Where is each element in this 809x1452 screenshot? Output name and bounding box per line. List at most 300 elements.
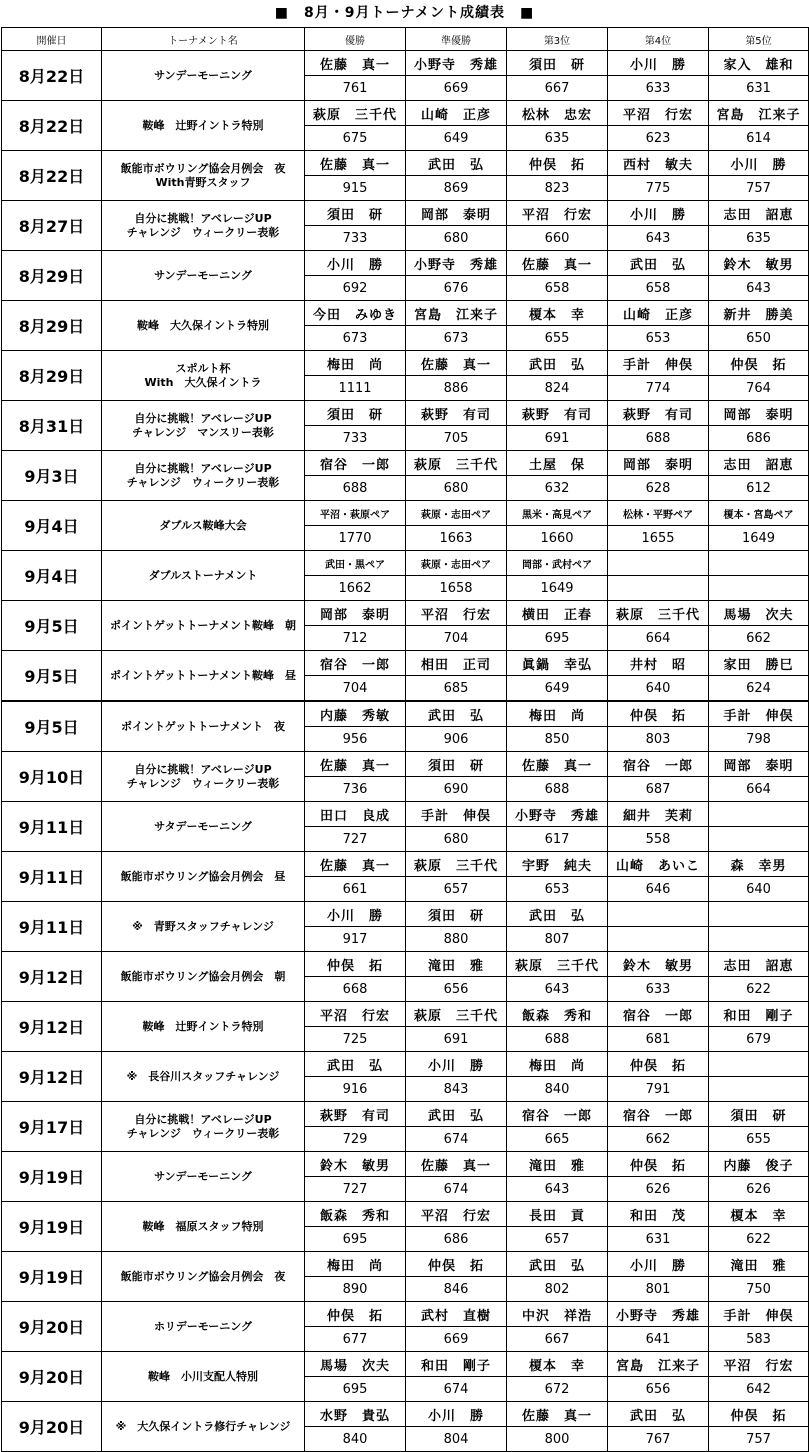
date-cell: 9月4日 [2, 551, 102, 601]
player-name-cell: 萩野 有司 [608, 401, 709, 426]
tournament-name-cell [102, 1352, 305, 1402]
player-name-cell: 榎本 幸 [507, 301, 608, 326]
player-name-cell: 須田 研 [406, 902, 507, 927]
player-name-cell: 井村 昭 [608, 651, 709, 676]
player-name-cell [608, 551, 709, 576]
player-name-cell: 佐藤 真一 [507, 1402, 608, 1427]
header-1st: 優勝 [305, 28, 406, 51]
tournament-name-cell [102, 1002, 305, 1052]
player-name-cell: 武田 弘 [507, 351, 608, 376]
score-cell [709, 576, 809, 601]
player-name-cell: 小野寺 秀雄 [406, 51, 507, 76]
player-name-cell: 田口 良成 [305, 802, 406, 827]
score-cell: 1649 [709, 526, 809, 551]
player-name-cell: 内藤 秀敏 [305, 701, 406, 727]
table-row [2, 601, 809, 626]
player-name-cell: 武田 弘 [608, 1402, 709, 1427]
player-name-cell: 飯森 秀和 [507, 1002, 608, 1027]
tournament-name-cell [102, 51, 305, 101]
score-cell: 1655 [608, 526, 709, 551]
player-name-cell: 宮島 江来子 [709, 101, 809, 126]
player-name-cell: 佐藤 真一 [305, 752, 406, 777]
player-name-cell: 横田 正春 [507, 601, 608, 626]
tournament-name-cell [102, 1152, 305, 1202]
player-name-cell: 武田 弘 [608, 251, 709, 276]
tournament-name-line: ホリデーモーニング [153, 1319, 253, 1333]
table-row [2, 451, 809, 476]
player-name-cell: 家入 雄和 [709, 51, 809, 76]
score-cell: 679 [709, 1027, 809, 1052]
player-name-cell: 萩野 有司 [507, 401, 608, 426]
header-date: 開催日 [2, 28, 102, 51]
date-cell: 8月29日 [2, 351, 102, 401]
tournament-name-line: 鞍峰 福原スタッフ特別 [142, 1219, 264, 1233]
date-cell: 8月22日 [2, 151, 102, 201]
player-name-cell: 手計 伸俣 [709, 1302, 809, 1327]
player-name-cell: 萩野 有司 [406, 401, 507, 426]
date-cell: 8月22日 [2, 51, 102, 101]
score-cell: 673 [406, 326, 507, 351]
score-cell: 687 [608, 777, 709, 802]
score-cell: 676 [406, 276, 507, 301]
score-cell: 686 [406, 1227, 507, 1252]
tournament-name-cell [102, 501, 305, 551]
score-cell: 1658 [406, 576, 507, 601]
player-name-cell: 西村 敏夫 [608, 151, 709, 176]
player-name-cell: 仲俣 拓 [608, 1152, 709, 1177]
player-name-cell: 森 幸男 [709, 852, 809, 877]
player-name-cell: 武田 弘 [305, 1052, 406, 1077]
score-cell: 672 [507, 1377, 608, 1402]
tournament-name-line: チャレンジ マンスリー表彰 [132, 425, 274, 439]
player-name-cell: 宿谷 一郎 [608, 1002, 709, 1027]
score-cell: 695 [305, 1377, 406, 1402]
player-name-cell: 平沼 行宏 [406, 1202, 507, 1227]
player-name-cell: 佐藤 真一 [406, 1152, 507, 1177]
player-name-cell: 中沢 祥浩 [507, 1302, 608, 1327]
table-row [2, 952, 809, 977]
player-name-cell: 武田 弘 [406, 1102, 507, 1127]
player-name-cell: 萩原・志田ペア [406, 551, 507, 576]
date-cell: 9月20日 [2, 1402, 102, 1452]
table-row [2, 1152, 809, 1177]
player-name-cell: 佐藤 真一 [507, 752, 608, 777]
score-cell: 956 [305, 727, 406, 752]
score-cell: 643 [608, 226, 709, 251]
table-row [2, 852, 809, 877]
player-name-cell: 岡部 泰明 [709, 752, 809, 777]
player-name-cell: 梅田 尚 [507, 1052, 608, 1077]
player-name-cell: 仲俣 拓 [709, 1402, 809, 1427]
score-cell: 614 [709, 126, 809, 151]
score-cell: 704 [305, 676, 406, 702]
header-tournament: トーナメント名 [102, 28, 305, 51]
player-name-cell: 武田・黒ペア [305, 551, 406, 576]
score-cell: 686 [709, 426, 809, 451]
player-name-cell: 眞鍋 幸弘 [507, 651, 608, 676]
date-cell: 9月19日 [2, 1252, 102, 1302]
table-row [2, 1252, 809, 1277]
date-cell: 9月20日 [2, 1302, 102, 1352]
table-row [2, 1052, 809, 1077]
score-cell: 667 [507, 76, 608, 101]
player-name-cell: 手計 伸俣 [709, 701, 809, 727]
score-cell: 658 [507, 276, 608, 301]
score-cell: 624 [709, 676, 809, 702]
score-cell: 640 [709, 877, 809, 902]
score-cell: 801 [608, 1277, 709, 1302]
score-cell: 1111 [305, 376, 406, 401]
player-name-cell: 家田 勝巳 [709, 651, 809, 676]
score-cell: 1660 [507, 526, 608, 551]
score-cell: 695 [305, 1227, 406, 1252]
score-cell: 685 [406, 676, 507, 702]
score-cell: 631 [608, 1227, 709, 1252]
score-cell: 767 [608, 1427, 709, 1452]
score-cell: 643 [507, 1177, 608, 1202]
player-name-cell: 萩原 三千代 [406, 852, 507, 877]
date-cell: 9月5日 [2, 601, 102, 651]
player-name-cell [709, 1052, 809, 1077]
player-name-cell: 武田 弘 [406, 151, 507, 176]
score-cell: 917 [305, 927, 406, 952]
tournament-name-cell [102, 551, 305, 601]
player-name-cell: 小野寺 秀雄 [507, 802, 608, 827]
tournament-name-cell [102, 852, 305, 902]
date-cell: 9月17日 [2, 1102, 102, 1152]
score-cell: 664 [608, 626, 709, 651]
score-cell: 662 [608, 1127, 709, 1152]
table-row [2, 1302, 809, 1327]
table-row [2, 1402, 809, 1427]
score-cell: 880 [406, 927, 507, 952]
player-name-cell: 小野寺 秀雄 [406, 251, 507, 276]
player-name-cell: 仲俣 拓 [305, 1302, 406, 1327]
score-cell: 688 [507, 777, 608, 802]
page-title: ■ 8月・9月トーナメント成績表 ■ [274, 5, 535, 21]
score-cell: 727 [305, 1177, 406, 1202]
player-name-cell: 宿谷 一郎 [507, 1102, 608, 1127]
tournament-name-cell [102, 802, 305, 852]
player-name-cell: 山崎 正彦 [608, 301, 709, 326]
date-cell: 9月11日 [2, 902, 102, 952]
score-cell: 677 [305, 1327, 406, 1352]
player-name-cell: 鈴木 敏男 [608, 952, 709, 977]
tournament-name-cell [102, 301, 305, 351]
table-row [2, 752, 809, 777]
score-cell: 649 [507, 676, 608, 702]
tournament-name-cell [102, 1402, 305, 1452]
tournament-name-line: 自分に挑戦！アベレージUP [134, 211, 272, 225]
score-cell: 725 [305, 1027, 406, 1052]
results-body [2, 51, 809, 1452]
player-name-cell [709, 902, 809, 927]
table-row [2, 301, 809, 326]
player-name-cell: 武田 弘 [507, 902, 608, 927]
tournament-name-cell [102, 251, 305, 301]
tournament-name-cell [102, 151, 305, 201]
player-name-cell: 萩原 三千代 [406, 1002, 507, 1027]
score-cell: 750 [709, 1277, 809, 1302]
score-cell: 840 [305, 1427, 406, 1452]
score-cell: 691 [406, 1027, 507, 1052]
score-cell: 680 [406, 476, 507, 501]
date-cell: 9月19日 [2, 1202, 102, 1252]
player-name-cell: 小野寺 秀雄 [608, 1302, 709, 1327]
score-cell: 757 [709, 1427, 809, 1452]
player-name-cell: 志田 詔恵 [709, 201, 809, 226]
score-cell: 846 [406, 1277, 507, 1302]
player-name-cell: 滝田 雅 [709, 1252, 809, 1277]
score-cell: 757 [709, 176, 809, 201]
score-cell: 1662 [305, 576, 406, 601]
tournament-name-line: チャレンジ ウィークリー表彰 [126, 776, 280, 790]
score-cell: 869 [406, 176, 507, 201]
tournament-name-line: ※ 長谷川スタッフチャレンジ [126, 1069, 280, 1083]
score-cell: 890 [305, 1277, 406, 1302]
tournament-name-cell [102, 701, 305, 752]
player-name-cell: 滝田 雅 [406, 952, 507, 977]
player-name-cell: 松林 忠宏 [507, 101, 608, 126]
player-name-cell: 細井 芙莉 [608, 802, 709, 827]
table-row [2, 201, 809, 226]
tournament-name-line: チャレンジ ウィークリー表彰 [126, 225, 280, 239]
tournament-name-cell [102, 201, 305, 251]
score-cell: 680 [406, 226, 507, 251]
score-cell: 656 [608, 1377, 709, 1402]
player-name-cell: 小川 勝 [305, 902, 406, 927]
table-row [2, 551, 809, 576]
player-name-cell: 梅田 尚 [507, 701, 608, 727]
score-cell: 655 [507, 326, 608, 351]
tournament-name-line: ポイントゲットトーナメント 夜 [121, 719, 285, 733]
score-cell: 691 [507, 426, 608, 451]
tournament-name-line: 飯能市ボウリング協会月例会 夜 [120, 161, 286, 175]
player-name-cell: 岡部 泰明 [406, 201, 507, 226]
score-cell: 631 [709, 76, 809, 101]
date-cell: 9月12日 [2, 952, 102, 1002]
player-name-cell: 小川 勝 [406, 1052, 507, 1077]
tournament-name-cell [102, 1052, 305, 1102]
score-cell: 657 [406, 877, 507, 902]
score-cell: 840 [507, 1077, 608, 1102]
score-cell: 641 [608, 1327, 709, 1352]
player-name-cell: 梅田 尚 [305, 351, 406, 376]
table-row [2, 1352, 809, 1377]
player-name-cell [608, 902, 709, 927]
score-cell: 692 [305, 276, 406, 301]
results-table [1, 27, 809, 1452]
tournament-name-line: ※ 大久保イントラ修行チャレンジ [115, 1419, 291, 1433]
table-row [2, 651, 809, 676]
score-cell: 650 [709, 326, 809, 351]
player-name-cell: 仲俣 拓 [305, 952, 406, 977]
tournament-name-line: 鞍峰 辻野イントラ特別 [142, 1019, 264, 1033]
player-name-cell: 須田 研 [709, 1102, 809, 1127]
player-name-cell: 志田 詔恵 [709, 952, 809, 977]
score-cell: 640 [608, 676, 709, 702]
tournament-name-line: With 大久保イントラ [144, 375, 262, 389]
player-name-cell: 和田 茂 [608, 1202, 709, 1227]
player-name-cell: 平沼 行宏 [406, 601, 507, 626]
tournament-name-cell [102, 952, 305, 1002]
player-name-cell: 相田 正司 [406, 651, 507, 676]
table-row [2, 701, 809, 727]
tournament-name-cell [102, 601, 305, 651]
score-cell: 660 [507, 226, 608, 251]
score-cell: 804 [406, 1427, 507, 1452]
date-cell: 9月4日 [2, 501, 102, 551]
score-cell: 643 [709, 276, 809, 301]
player-name-cell: 手計 伸俣 [608, 351, 709, 376]
tournament-name-cell [102, 1202, 305, 1252]
tournament-name-line: 鞍峰 辻野イントラ特別 [142, 118, 264, 132]
score-cell: 623 [608, 126, 709, 151]
tournament-name-line: 自分に挑戦！アベレージUP [134, 1112, 272, 1126]
score-cell: 669 [406, 76, 507, 101]
score-cell: 622 [709, 977, 809, 1002]
table-row [2, 351, 809, 376]
table-row [2, 501, 809, 526]
score-cell: 688 [305, 476, 406, 501]
player-name-cell: 仲俣 拓 [709, 351, 809, 376]
date-cell: 9月20日 [2, 1352, 102, 1402]
player-name-cell: 滝田 雅 [507, 1152, 608, 1177]
player-name-cell: 小川 勝 [305, 251, 406, 276]
tournament-name-line: With青野スタッフ [155, 175, 251, 189]
score-cell: 626 [709, 1177, 809, 1202]
table-row [2, 1202, 809, 1227]
player-name-cell: 新井 勝美 [709, 301, 809, 326]
score-cell: 665 [507, 1127, 608, 1152]
score-cell: 823 [507, 176, 608, 201]
score-cell: 764 [709, 376, 809, 401]
tournament-name-line: ポイントゲットトーナメント鞍峰 昼 [110, 668, 296, 682]
score-cell: 649 [406, 126, 507, 151]
player-name-cell: 水野 貴弘 [305, 1402, 406, 1427]
player-name-cell: 平沼 行宏 [305, 1002, 406, 1027]
player-name-cell: 佐藤 真一 [406, 351, 507, 376]
tournament-name-line: ※ 青野スタッフチャレンジ [132, 919, 274, 933]
player-name-cell: 武田 弘 [406, 701, 507, 727]
player-name-cell: 萩原・志田ペア [406, 501, 507, 526]
score-cell: 662 [709, 626, 809, 651]
player-name-cell: 土屋 保 [507, 451, 608, 476]
score-cell: 704 [406, 626, 507, 651]
player-name-cell: 仲俣 拓 [406, 1252, 507, 1277]
score-cell: 761 [305, 76, 406, 101]
player-name-cell: 宿谷 一郎 [305, 451, 406, 476]
player-name-cell: 岡部 泰明 [608, 451, 709, 476]
player-name-cell: 平沼・萩原ペア [305, 501, 406, 526]
player-name-cell: 萩野 有司 [305, 1102, 406, 1127]
tournament-name-line: 飯能市ボウリング協会月例会 昼 [120, 869, 286, 883]
player-name-cell: 宿谷 一郎 [608, 752, 709, 777]
tournament-name-line: チャレンジ ウィークリー表彰 [126, 475, 280, 489]
score-cell: 674 [406, 1127, 507, 1152]
score-cell: 658 [608, 276, 709, 301]
score-cell: 657 [507, 1227, 608, 1252]
player-name-cell: 萩原 三千代 [406, 451, 507, 476]
score-cell: 680 [406, 827, 507, 852]
player-name-cell: 宮島 江来子 [406, 301, 507, 326]
date-cell: 9月11日 [2, 852, 102, 902]
player-name-cell: 和田 剛子 [709, 1002, 809, 1027]
player-name-cell: 須田 研 [305, 401, 406, 426]
score-cell: 642 [709, 1377, 809, 1402]
score-cell: 688 [507, 1027, 608, 1052]
score-cell: 906 [406, 727, 507, 752]
score-cell: 622 [709, 1227, 809, 1252]
player-name-cell: 仲俣 拓 [608, 701, 709, 727]
score-cell: 653 [507, 877, 608, 902]
score-cell: 655 [709, 1127, 809, 1152]
tournament-name-cell [102, 1302, 305, 1352]
header-4th: 第4位 [608, 28, 709, 51]
player-name-cell: 今田 みゆき [305, 301, 406, 326]
score-cell: 729 [305, 1127, 406, 1152]
score-cell: 1770 [305, 526, 406, 551]
player-name-cell: 宮島 江来子 [608, 1352, 709, 1377]
player-name-cell: 松林・平野ペア [608, 501, 709, 526]
score-cell: 633 [608, 76, 709, 101]
tournament-name-line: 鞍峰 小川支配人特別 [148, 1369, 258, 1383]
date-cell: 8月29日 [2, 301, 102, 351]
player-name-cell [709, 551, 809, 576]
tournament-name-line: 自分に挑戦！アベレージUP [134, 461, 272, 475]
header-row [2, 28, 809, 51]
tournament-name-line: 鞍峰 大久保イントラ特別 [137, 318, 269, 332]
player-name-cell: 岡部 泰明 [709, 401, 809, 426]
player-name-cell: 萩原 三千代 [305, 101, 406, 126]
tournament-name-line: サンデーモーニング [154, 268, 252, 282]
tournament-name-cell [102, 401, 305, 451]
score-cell: 673 [305, 326, 406, 351]
date-cell: 8月27日 [2, 201, 102, 251]
score-cell: 632 [507, 476, 608, 501]
player-name-cell: 小川 勝 [608, 201, 709, 226]
date-cell: 9月3日 [2, 451, 102, 501]
score-cell: 705 [406, 426, 507, 451]
score-cell: 661 [305, 877, 406, 902]
tournament-name-line: サンデーモーニング [154, 68, 252, 82]
header-3rd: 第3位 [507, 28, 608, 51]
player-name-cell [709, 802, 809, 827]
table-row [2, 401, 809, 426]
player-name-cell: 和田 剛子 [406, 1352, 507, 1377]
score-cell: 674 [406, 1377, 507, 1402]
player-name-cell: 馬場 次夫 [305, 1352, 406, 1377]
player-name-cell: 萩原 三千代 [507, 952, 608, 977]
player-name-cell: 宿谷 一郎 [608, 1102, 709, 1127]
score-cell: 635 [709, 226, 809, 251]
player-name-cell: 仲俣 拓 [608, 1052, 709, 1077]
score-cell: 656 [406, 977, 507, 1002]
score-cell: 653 [608, 326, 709, 351]
player-name-cell: 岡部・武村ペア [507, 551, 608, 576]
player-name-cell: 榎本 幸 [507, 1352, 608, 1377]
score-cell: 695 [507, 626, 608, 651]
score-cell: 733 [305, 226, 406, 251]
table-row [2, 101, 809, 126]
date-cell: 9月19日 [2, 1152, 102, 1202]
score-cell [709, 1077, 809, 1102]
tournament-name-cell [102, 351, 305, 401]
tournament-name-line: 自分に挑戦！アベレージUP [134, 411, 272, 425]
tournament-name-cell [102, 101, 305, 151]
score-cell: 635 [507, 126, 608, 151]
player-name-cell: 鈴木 敏男 [709, 251, 809, 276]
